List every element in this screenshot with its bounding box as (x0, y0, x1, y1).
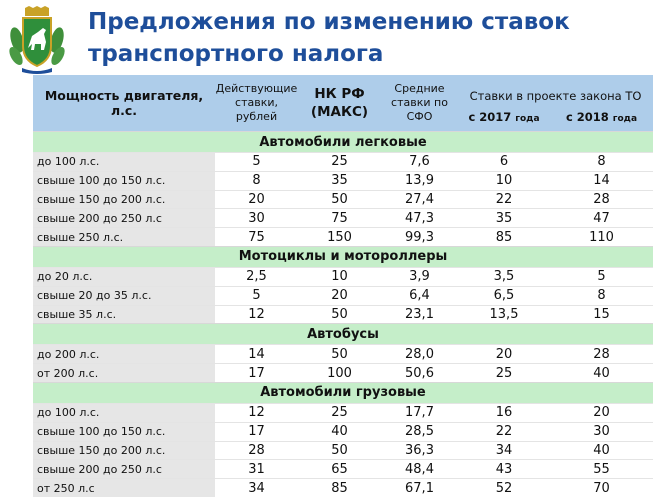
table-row (33, 479, 653, 497)
table-header (33, 75, 653, 132)
cell-y2017: 85 (458, 228, 550, 247)
title-line-2: транспортного налога (88, 41, 384, 67)
table-row (33, 286, 653, 305)
tax-rates-table (33, 75, 653, 497)
cell-y2018: 28 (550, 345, 653, 364)
year-word: года (612, 113, 638, 124)
header-project-rates: Ставки в проекте закона ТО (458, 75, 653, 103)
section-title: Автобусы (33, 324, 653, 345)
header-year-2017 (458, 103, 550, 132)
cell-label: свыше 20 до 35 л.с. (33, 286, 215, 305)
table-row (33, 364, 653, 383)
cell-y2017: 43 (458, 460, 550, 479)
cell-avg: 13,9 (381, 171, 458, 190)
cell-label: свыше 35 л.с. (33, 305, 215, 324)
cell-label: от 250 л.с (33, 479, 215, 497)
table-row (33, 228, 653, 247)
table-row (33, 403, 653, 422)
cell-y2017: 35 (458, 209, 550, 228)
cell-label: свыше 250 л.с. (33, 228, 215, 247)
table-row (33, 345, 653, 364)
cell-y2018: 28 (550, 190, 653, 209)
table-row (33, 171, 653, 190)
cell-nk: 150 (298, 228, 381, 247)
cell-nk: 25 (298, 403, 381, 422)
cell-current: 30 (215, 209, 298, 228)
cell-avg: 28,0 (381, 345, 458, 364)
cell-current: 34 (215, 479, 298, 497)
cell-avg: 6,4 (381, 286, 458, 305)
cell-y2018: 8 (550, 286, 653, 305)
header-year-2018 (550, 103, 653, 132)
cell-avg: 47,3 (381, 209, 458, 228)
cell-y2018: 47 (550, 209, 653, 228)
table-row (33, 460, 653, 479)
cell-current: 2,5 (215, 267, 298, 286)
page-title (88, 6, 570, 70)
cell-nk: 85 (298, 479, 381, 497)
cell-y2017: 20 (458, 345, 550, 364)
header-avg-sfo: Средние ставки по СФО (381, 75, 458, 132)
cell-label: свыше 200 до 250 л.с (33, 460, 215, 479)
cell-label: от 200 л.с. (33, 364, 215, 383)
cell-avg: 50,6 (381, 364, 458, 383)
cell-current: 12 (215, 403, 298, 422)
table-body (33, 132, 653, 497)
cell-label: до 200 л.с. (33, 345, 215, 364)
cell-y2018: 40 (550, 441, 653, 460)
cell-avg: 23,1 (381, 305, 458, 324)
cell-nk: 100 (298, 364, 381, 383)
cell-y2017: 52 (458, 479, 550, 497)
cell-label: свыше 150 до 200 л.с. (33, 190, 215, 209)
cell-nk: 25 (298, 153, 381, 172)
year-2017-label: с 2017 (468, 109, 512, 124)
cell-avg: 99,3 (381, 228, 458, 247)
cell-y2018: 30 (550, 422, 653, 441)
cell-y2018: 5 (550, 267, 653, 286)
cell-avg: 3,9 (381, 267, 458, 286)
cell-avg: 67,1 (381, 479, 458, 497)
cell-current: 5 (215, 286, 298, 305)
year-2018-label: с 2018 (565, 109, 609, 124)
cell-label: до 100 л.с. (33, 153, 215, 172)
cell-avg: 27,4 (381, 190, 458, 209)
cell-avg: 17,7 (381, 403, 458, 422)
cell-avg: 36,3 (381, 441, 458, 460)
cell-current: 75 (215, 228, 298, 247)
table-row (33, 267, 653, 286)
cell-y2017: 25 (458, 364, 550, 383)
cell-current: 5 (215, 153, 298, 172)
cell-avg: 7,6 (381, 153, 458, 172)
cell-nk: 40 (298, 422, 381, 441)
cell-y2018: 70 (550, 479, 653, 497)
cell-nk: 50 (298, 190, 381, 209)
cell-y2018: 8 (550, 153, 653, 172)
cell-y2017: 16 (458, 403, 550, 422)
tomsk-coat-of-arms-icon (8, 6, 66, 74)
cell-y2017: 6 (458, 153, 550, 172)
cell-current: 14 (215, 345, 298, 364)
table-row (33, 305, 653, 324)
cell-y2017: 13,5 (458, 305, 550, 324)
cell-nk: 50 (298, 305, 381, 324)
header-current-rates: Действующие ставки, рублей (215, 75, 298, 132)
cell-y2017: 22 (458, 422, 550, 441)
cell-y2018: 15 (550, 305, 653, 324)
cell-y2018: 110 (550, 228, 653, 247)
cell-nk: 10 (298, 267, 381, 286)
cell-label: до 100 л.с. (33, 403, 215, 422)
cell-current: 17 (215, 422, 298, 441)
cell-label: свыше 200 до 250 л.с (33, 209, 215, 228)
cell-nk: 35 (298, 171, 381, 190)
cell-current: 31 (215, 460, 298, 479)
cell-nk: 20 (298, 286, 381, 305)
cell-label: свыше 100 до 150 л.с. (33, 171, 215, 190)
table-row (33, 209, 653, 228)
table-row (33, 190, 653, 209)
section-row (33, 246, 653, 267)
cell-avg: 28,5 (381, 422, 458, 441)
cell-y2017: 34 (458, 441, 550, 460)
cell-avg: 48,4 (381, 460, 458, 479)
section-row (33, 132, 653, 153)
year-word: года (515, 113, 540, 124)
section-title: Мотоциклы и мотороллеры (33, 246, 653, 267)
cell-nk: 50 (298, 441, 381, 460)
cell-nk: 50 (298, 345, 381, 364)
cell-y2018: 40 (550, 364, 653, 383)
cell-current: 8 (215, 171, 298, 190)
table-row (33, 153, 653, 172)
header-power: Мощность двигателя, л.с. (33, 75, 215, 132)
cell-nk: 65 (298, 460, 381, 479)
cell-y2017: 10 (458, 171, 550, 190)
cell-current: 12 (215, 305, 298, 324)
cell-nk: 75 (298, 209, 381, 228)
cell-label: до 20 л.с. (33, 267, 215, 286)
table-row (33, 422, 653, 441)
cell-label: свыше 150 до 200 л.с. (33, 441, 215, 460)
cell-current: 17 (215, 364, 298, 383)
cell-y2018: 20 (550, 403, 653, 422)
title-line-1: Предложения по изменению ставок (88, 9, 570, 35)
section-title: Автомобили легковые (33, 132, 653, 153)
header-nk-max: НК РФ (МАКС) (298, 75, 381, 132)
cell-y2018: 55 (550, 460, 653, 479)
section-row (33, 324, 653, 345)
section-row (33, 382, 653, 403)
section-title: Автомобили грузовые (33, 382, 653, 403)
cell-current: 28 (215, 441, 298, 460)
cell-label: свыше 100 до 150 л.с. (33, 422, 215, 441)
cell-y2017: 6,5 (458, 286, 550, 305)
cell-current: 20 (215, 190, 298, 209)
cell-y2018: 14 (550, 171, 653, 190)
cell-y2017: 22 (458, 190, 550, 209)
table-row (33, 441, 653, 460)
cell-y2017: 3,5 (458, 267, 550, 286)
